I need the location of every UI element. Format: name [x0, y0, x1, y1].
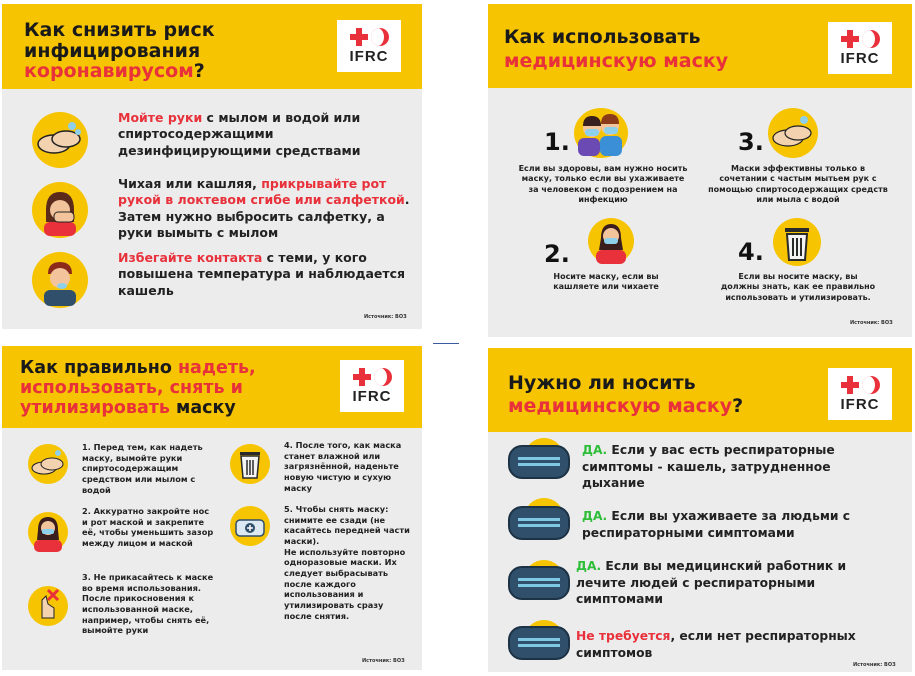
step-text: Если вы здоровы, вам нужно носить маску, только если вы ухаживаете за человеком с подозрением на инфекцию [518, 164, 688, 205]
card-title: Как снизить риск инфицирования коронавирусом? [24, 19, 215, 83]
person-coughing-icon [32, 182, 88, 238]
couple-masks-icon [574, 108, 628, 158]
red-crescent-icon [862, 30, 880, 48]
step-text: Носите маску, если вы кашляете или чихаете [553, 272, 659, 292]
tip-wash-hands: Мойте руки с мылом и водой или спиртосодержащими дезинфицирующими средствами [118, 110, 361, 158]
card-title: Как использовать медицинскую маску [504, 26, 729, 72]
mask-check-icon [508, 566, 570, 600]
source-label: Источник: ВОЗ [364, 314, 407, 320]
red-cross-icon [350, 28, 368, 46]
step-text: 2. Аккуратно закройте нос и рот маской и закрепите её, чтобы уменьшить зазор между лицом и маской [82, 506, 214, 548]
mask-check-icon [508, 506, 570, 540]
card-need-mask [488, 348, 912, 672]
hands-washing-icon [28, 444, 68, 484]
step-text: 3. Не прикасайтесь к маске во время использования. После прикосновения к использованной маске, например, чтобы снять её, вымойте руки [82, 572, 214, 636]
step-number: 2. [544, 240, 570, 268]
red-cross-icon [841, 30, 859, 48]
step-text: 5. Чтобы снять маску: снимите ее сзади (не касайтесь передней части маски). Не используйте повторно одноразовые маски. Их следует выбрасывать после каждого использования и утилизировать сразу после снятия. [284, 504, 410, 621]
person-mask-icon [588, 218, 634, 264]
ifrc-logo: IFRC [337, 20, 401, 72]
step-number: 1. [544, 128, 570, 156]
person-mask-icon [28, 512, 68, 552]
source-label: Источник: ВОЗ [853, 662, 896, 668]
hands-washing-icon [768, 108, 818, 158]
card-title: Нужно ли носить медицинскую маску? [508, 372, 744, 417]
hands-washing-icon [32, 112, 88, 168]
tip-avoid-contact: Избегайте контакта с теми, у кого повышена температура и наблюдается кашель [118, 250, 406, 298]
mask-check-icon [508, 445, 570, 479]
red-crescent-icon [371, 28, 389, 46]
need-item: ДА. Если вы медицинский работник и лечите людей с респираторными симптомами [576, 559, 847, 607]
red-cross-icon [353, 368, 371, 386]
ifrc-logo: IFRC [828, 22, 892, 74]
trash-can-icon [773, 218, 821, 266]
need-item: Не требуется, если нет респираторных симптомов [576, 629, 856, 660]
card-put-on-mask [2, 346, 422, 670]
step-text: Маски эффективны только в сочетании с частым мытьем рук с помощью спиртосодержащих средств или мыла с водой [708, 164, 888, 205]
card-how-to-use-mask [488, 4, 912, 337]
need-item: ДА. Если у вас есть респираторные симптомы - кашель, затрудненное дыхание [582, 443, 835, 491]
divider-line [433, 343, 459, 344]
need-item: ДА. Если вы ухаживаете за людьми с респираторными симптомами [582, 509, 851, 540]
red-cross-icon [841, 376, 859, 394]
red-crescent-icon [862, 376, 880, 394]
remove-mask-icon [230, 506, 270, 546]
red-crescent-icon [374, 368, 392, 386]
step-text: 1. Перед тем, как надеть маску, вымойте руки спиртосодержащим средством или мылом с водой [82, 442, 203, 495]
sick-person-icon [32, 252, 88, 308]
mask-cross-icon [508, 626, 570, 660]
step-number: 3. [738, 128, 764, 156]
step-number: 4. [738, 238, 764, 266]
card-title: Как правильно надеть, использовать, снять и утилизировать маску [20, 358, 256, 419]
source-label: Источник: ВОЗ [850, 320, 893, 326]
step-text: Если вы носите маску, вы должны знать, как ее правильно использовать и утилизировать. [720, 272, 876, 302]
card-reduce-risk [2, 4, 422, 329]
ifrc-logo: IFRC [828, 368, 892, 420]
source-label: Источник: ВОЗ [362, 658, 405, 664]
ifrc-logo: IFRC [340, 360, 404, 412]
step-text: 4. После того, как маска станет влажной или загрязнённой, наденьте новую чистую и сухую маску [284, 440, 402, 493]
tip-cover-cough: Чихая или кашляя, прикрывайте рот рукой в локтевом сгибе или салфеткой. Затем нужно выбросить салфетку, а руки вымыть с мылом [118, 176, 410, 240]
trash-can-icon [230, 444, 270, 484]
no-touch-icon [28, 586, 68, 626]
